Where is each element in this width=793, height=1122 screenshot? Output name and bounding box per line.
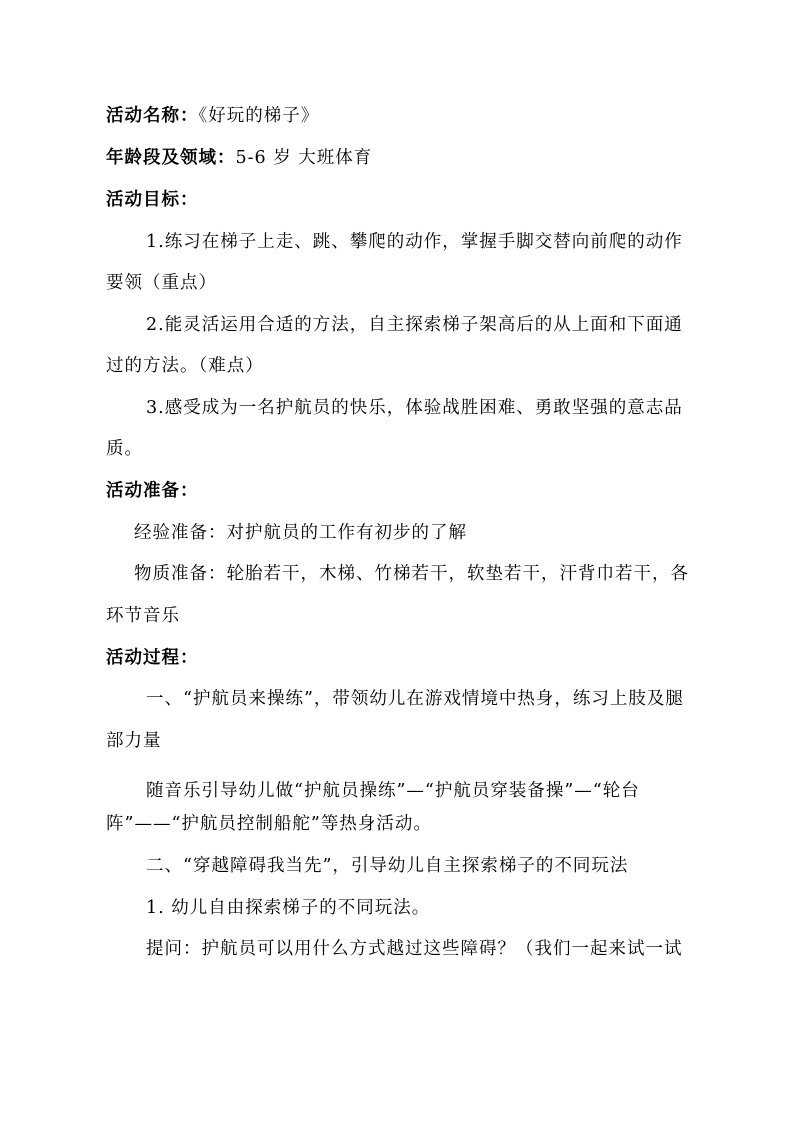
- step-1-description-line-1: 随音乐引导幼儿做“护航员操练”—“护航员穿装备操”—“轮台: [146, 781, 640, 801]
- process-heading: 活动过程：: [106, 648, 199, 668]
- activity-name-line: [106, 104, 319, 128]
- activity-name-label: 活动名称：: [106, 106, 199, 126]
- material-preparation-line-2: 环节音乐: [106, 606, 180, 626]
- goal-1-line-1: 1.练习在梯子上走、跳、攀爬的动作，掌握手脚交替向前爬的动作: [146, 232, 683, 252]
- step-1-line-2: 部力量: [106, 731, 162, 751]
- step-2-line-1: 二、“穿越障碍我当先”，引导幼儿自主探索梯子的不同玩法: [146, 856, 629, 876]
- material-preparation-line-1: 物质准备：轮胎若干，木梯、竹梯若干，软垫若干，汗背巾若干，各: [134, 564, 689, 584]
- step-1-line-1: 一、“护航员来操练”，带领幼儿在游戏情境中热身，练习上肢及腿: [146, 689, 684, 709]
- goal-3-line-1: 3.感受成为一名护航员的快乐，体验战胜困难、勇敢坚强的意志品: [146, 398, 683, 418]
- goal-1-line-2: 要领（重点）: [106, 273, 217, 293]
- age-domain-value: 5-6 岁 大班体育: [235, 148, 373, 168]
- age-domain-line: [106, 146, 372, 170]
- goal-3-line-2: 质。: [106, 439, 143, 459]
- goal-2-line-1: 2.能灵活运用合适的方法，自主探索梯子架高后的从上面和下面通: [146, 315, 683, 335]
- step-2-question: 提问：护航员可以用什么方式越过这些障碍？（我们一起来试一试: [146, 939, 683, 959]
- goals-heading: 活动目标：: [106, 190, 199, 210]
- experience-preparation: 经验准备：对护航员的工作有初步的了解: [134, 523, 467, 543]
- step-2-sub-item-1: 1. 幼儿自由探索梯子的不同玩法。: [146, 898, 431, 918]
- preparation-heading: 活动准备：: [106, 481, 199, 501]
- step-1-description-line-2: 阵”——“护航员控制船舵”等热身活动。: [106, 814, 432, 834]
- goal-2-line-2: 过的方法。（难点）: [106, 356, 264, 376]
- activity-name-value: 《好玩的梯子》: [198, 106, 320, 126]
- age-domain-label: 年龄段及领域：: [106, 148, 236, 168]
